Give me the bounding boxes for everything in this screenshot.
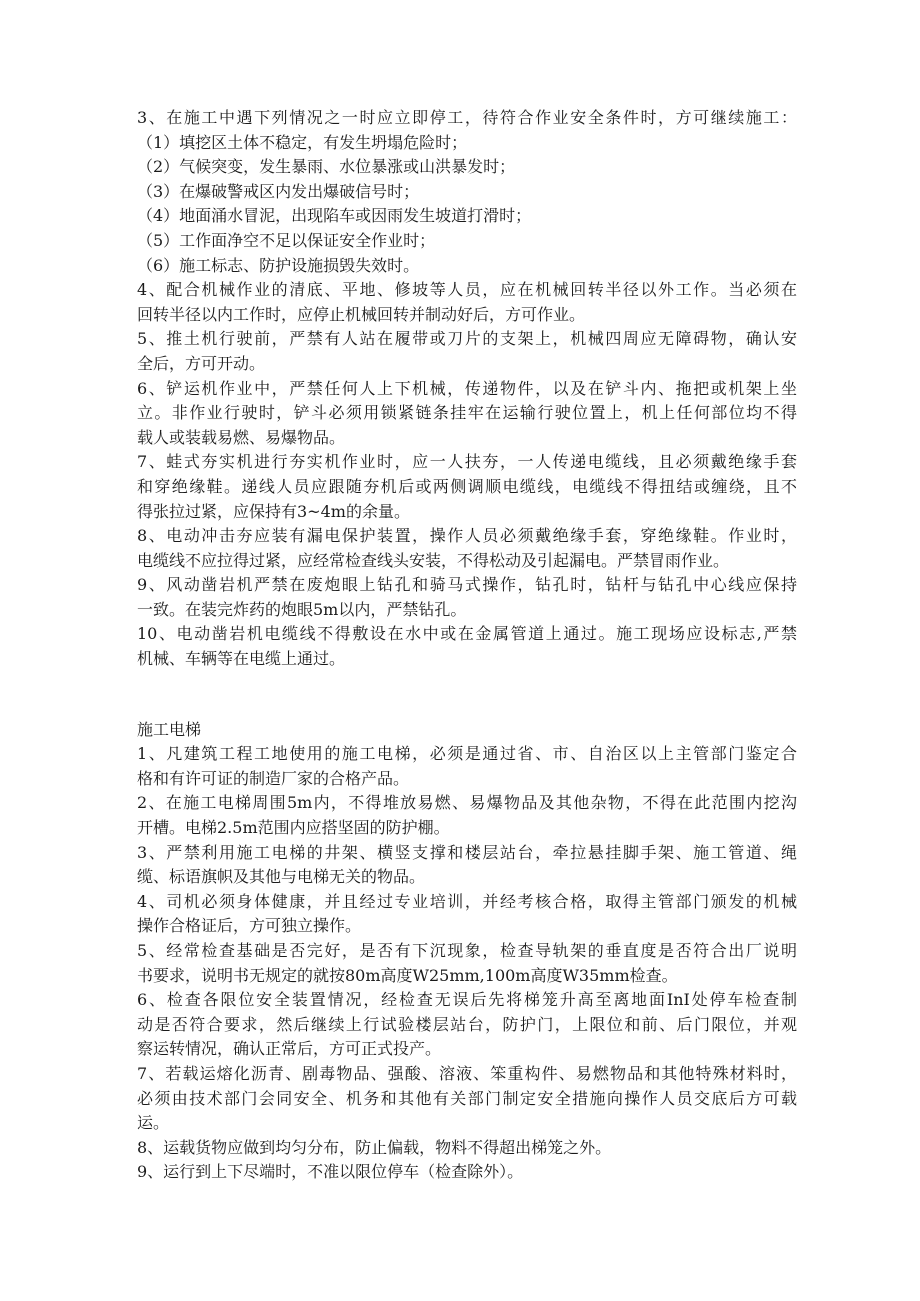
- paragraph-line: 8、运载货物应做到均匀分布，防止偏载，物料不得超出梯笼之外。: [137, 1137, 612, 1157]
- section-title: 施工电梯: [137, 719, 202, 739]
- paragraph-line: 一致。在装完炸药的炮眼5m以内，严禁钻孔。: [137, 599, 467, 619]
- paragraph-line: 6、铲运机作业中，严禁任何人上下机械，传递物件，以及在铲斗内、拖把或机架上坐: [137, 378, 797, 398]
- paragraph-line: 4、配合机械作业的清底、平地、修坡等人员，应在机械回转半径以外工作。当必须在: [137, 280, 797, 300]
- paragraph-line: 电缆线不应拉得过紧，应经常检查线头安装，不得松动及引起漏电。严禁冒雨作业。: [137, 550, 730, 570]
- section-construction-elevator: [137, 718, 797, 1185]
- paragraph-line: 4、司机必须身体健康，并且经过专业培训，并经考核合格，取得主管部门颁发的机械: [137, 891, 797, 911]
- paragraph-line: 1、凡建筑工程工地使用的施工电梯，必须是通过省、市、自治区以上主管部门鉴定合: [137, 744, 797, 764]
- paragraph-line: 载人或装载易燃、易爆物品。: [137, 427, 346, 447]
- paragraph-line: 机械、车辆等在电缆上通过。: [137, 649, 346, 669]
- paragraph-line: 运。: [137, 1113, 170, 1133]
- paragraph-line: （1）填挖区土体不稳定，有发生坍塌危险时；: [137, 132, 468, 152]
- paragraph-line: 7、若载运熔化沥青、剧毒物品、强酸、溶液、笨重构件、易燃物品和其他特殊材料时，: [137, 1063, 797, 1083]
- paragraph-line: （5）工作面净空不足以保证安全作业时；: [137, 230, 436, 250]
- paragraph-line: 7、蛙式夯实机进行夯实机作业时，应一人扶夯，一人传递电缆线，且必须戴绝缘手套: [137, 452, 797, 472]
- paragraph-line: 9、运行到上下尽端时，不准以限位停车（检查除外）。: [137, 1162, 524, 1182]
- paragraph-line: 10、电动凿岩机电缆线不得敷设在水中或在金属管道上通过。施工现场应设标志,严禁: [137, 624, 797, 644]
- paragraph-line: 8、电动冲击夯应装有漏电保护装置，操作人员必须戴绝缘手套，穿绝缘鞋。作业时，: [137, 526, 797, 546]
- paragraph-line: 察运转情况，确认正常后，方可正式投产。: [137, 1039, 442, 1059]
- document-page: [137, 106, 797, 1185]
- paragraph-line: 操作合格证后，方可独立操作。: [137, 916, 362, 936]
- paragraph-line: 动是否符合要求，然后继续上行试验楼层站台，防护门，上限位和前、后门限位，并观: [137, 1014, 797, 1034]
- paragraph-line: 3、在施工中遇下列情况之一时应立即停工，待符合作业安全条件时，方可继续施工：: [137, 108, 797, 127]
- paragraph-line: （6）施工标志、防护设施损毁失效时。: [137, 255, 420, 275]
- paragraph-line: 全后，方可开动。: [137, 353, 266, 373]
- paragraph-line: 9、风动凿岩机严禁在废炮眼上钻孔和骑马式操作，钻孔时，钻杆与钻孔中心线应保持: [137, 575, 797, 595]
- paragraph-line: 和穿绝缘鞋。递线人员应跟随夯机后或两侧调顺电缆线，电缆线不得扭结或缠绕，且不: [137, 476, 797, 496]
- paragraph-line: （2）气候突变，发生暴雨、水位暴涨或山洪暴发时；: [137, 157, 516, 177]
- section-earthwork-rules: [137, 106, 797, 672]
- paragraph-line: 格和有许可证的制造厂家的合格产品。: [137, 768, 410, 788]
- paragraph-line: （3）在爆破警戒区内发出爆破信号时；: [137, 181, 420, 201]
- paragraph-line: 得张拉过紧，应保持有3~4m的余量。: [137, 501, 410, 521]
- paragraph-line: 书要求，说明书无规定的就按80m高度W25mm,100m高度W35mm检查。: [137, 965, 678, 985]
- paragraph-line: 5、推土机行驶前，严禁有人站在履带或刀片的支架上，机械四周应无障碍物，确认安: [137, 329, 797, 349]
- paragraph-line: 缆、标语旗帜及其他与电梯无关的物品。: [137, 867, 426, 887]
- paragraph-line: 开槽。电梯2.5m范围内应搭坚固的防护棚。: [137, 818, 450, 838]
- section-spacer: [137, 672, 797, 718]
- paragraph-line: 5、经常检查基础是否完好，是否有下沉现象，检查导轨架的垂直度是否符合出厂说明: [137, 941, 797, 960]
- paragraph-line: 3、严禁利用施工电梯的井架、横竖支撑和楼层站台，牵拉悬挂脚手架、施工管道、绳: [137, 842, 797, 862]
- paragraph-line: 回转半径以内工作时，应停止机械回转并制动好后，方可作业。: [137, 304, 586, 324]
- paragraph-line: 2、在施工电梯周围5m内，不得堆放易燃、易爆物品及其他杂物，不得在此范围内挖沟: [137, 793, 797, 813]
- paragraph-line: 6、检查各限位安全装置情况，经检查无误后先将梯笼升高至离地面InI处停车检查制: [137, 990, 797, 1010]
- paragraph-line: 立。非作业行驶时，铲斗必须用锁紧链条挂牢在运输行驶位置上，机上任何部位均不得: [137, 403, 797, 423]
- paragraph-line: （4）地面涌水冒泥，出现陷车或因雨发生坡道打滑时；: [137, 206, 532, 226]
- paragraph-line: 必须由技术部门会同安全、机务和其他有关部门制定安全措施向操作人员交底后方可载: [137, 1088, 797, 1108]
